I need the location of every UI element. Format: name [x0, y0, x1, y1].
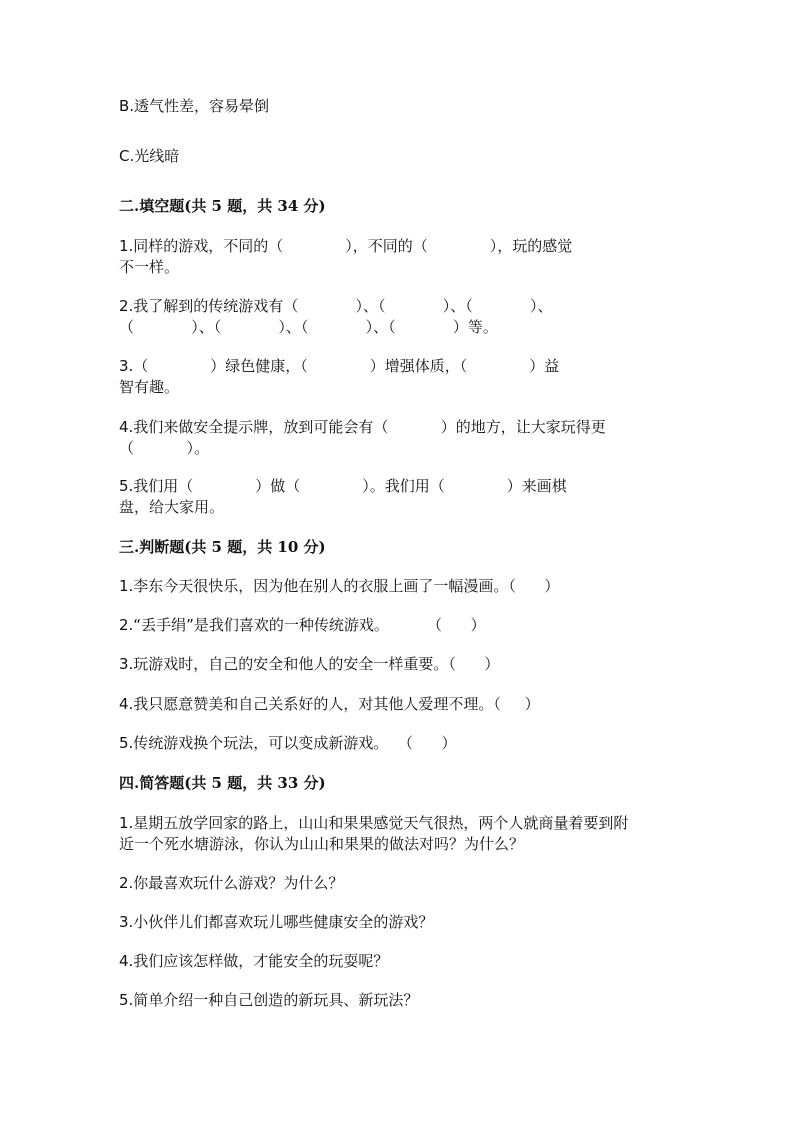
short-question-2: 2.你最喜欢玩什么游戏？为什么？	[119, 874, 344, 892]
short-question-3: 3.小伙伴儿们都喜欢玩儿哪些健康安全的游戏？	[119, 913, 434, 931]
fill-question-1-line-1: 1.同样的游戏，不同的（ ），不同的（ ），玩的感觉	[119, 237, 573, 255]
judge-question-4: 4.我只愿意赞美和自己关系好的人，对其他人爱理不理。（ ）	[119, 695, 540, 713]
option-b: B.透气性差，容易晕倒	[119, 97, 270, 115]
section-heading-true-false: 三.判断题(共 5 题，共 10 分)	[119, 538, 326, 556]
fill-question-4-line-2: （ ）。	[119, 439, 209, 457]
judge-question-3: 3.玩游戏时，自己的安全和他人的安全一样重要。（ ）	[119, 655, 500, 673]
section-heading-fill-in: 二.填空题(共 5 题，共 34 分)	[119, 197, 326, 215]
fill-question-5-line-1: 5.我们用（ ）做（ ）。我们用（ ）来画棋	[119, 477, 567, 495]
fill-question-3-line-2: 智有趣。	[119, 378, 180, 396]
option-c: C.光线暗	[119, 147, 180, 165]
short-question-1-line-1: 1.星期五放学回家的路上，山山和果果感觉天气很热，两个人就商量着要到附	[119, 814, 629, 832]
fill-question-2-line-2: （ ）、（ ）、（ ）、（ ）等。	[119, 318, 498, 336]
fill-question-2-line-1: 2.我了解到的传统游戏有（ ）、（ ）、（ ）、	[119, 297, 553, 315]
fill-question-1-line-2: 不一样。	[119, 258, 180, 276]
short-question-1-line-2: 近一个死水塘游泳，你认为山山和果果的做法对吗？为什么？	[119, 835, 525, 853]
fill-question-4-line-1: 4.我们来做安全提示牌，放到可能会有（ ）的地方，让大家玩得更	[119, 418, 606, 436]
judge-question-2: 2.“丢手绢”是我们喜欢的一种传统游戏。 （ ）	[119, 616, 486, 634]
fill-question-3-line-1: 3.（ ）绿色健康，（ ）增强体质，（ ）益	[119, 357, 560, 375]
fill-question-5-line-2: 盘，给大家用。	[119, 498, 225, 516]
section-heading-short-answer: 四.简答题(共 5 题，共 33 分)	[119, 774, 326, 792]
short-question-5: 5.简单介绍一种自己创造的新玩具、新玩法？	[119, 991, 419, 1009]
judge-question-1: 1.李东今天很快乐，因为他在别人的衣服上画了一幅漫画。（ ）	[119, 577, 560, 595]
judge-question-5: 5.传统游戏换个玩法，可以变成新游戏。 （ ）	[119, 734, 457, 752]
short-question-4: 4.我们应该怎样做，才能安全的玩耍呢？	[119, 952, 389, 970]
